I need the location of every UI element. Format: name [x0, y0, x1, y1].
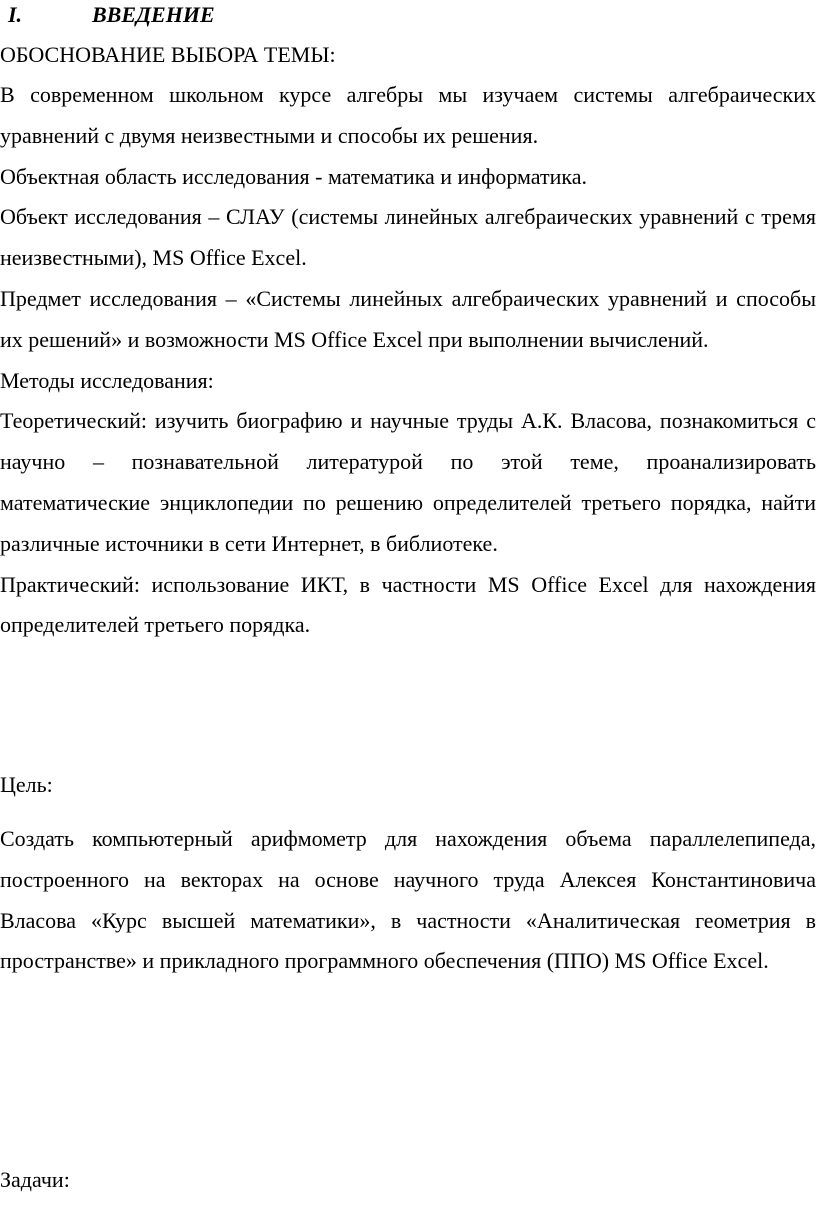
paragraph-practical: Практический: использование ИКТ, в частности MS Office Excel для нахождения определителей третьего порядка. [0, 571, 816, 638]
paragraph-subject: Предмет исследования – «Системы линейных алгебраических уравнений и способы их решений» и возможности MS Office Excel при выполнении вычислений. [0, 285, 816, 352]
goal-label: Цель: [0, 772, 53, 797]
section-number: I. [8, 2, 23, 27]
paragraph-theoretical: Теоретический: изучить биографию и научные труды А.К. Власова, познакомиться с научно – познавательной литературой по этой теме, проанализировать математические энциклопедии по решению определителей третьего порядка, найти различные источники в сети Интернет, в библиотеке. [0, 408, 816, 556]
section-title: ВВЕДЕНИЕ [92, 2, 215, 27]
subtitle: ОБОСНОВАНИЕ ВЫБОРА ТЕМЫ: [0, 42, 336, 67]
intro-block [0, 75, 816, 646]
tasks-label: Задачи: [0, 1167, 70, 1192]
paragraph-object: Объект исследования – СЛАУ (системы линейных алгебраических уравнений с тремя неизвестными), MS Office Excel. [0, 204, 816, 271]
section-heading [8, 0, 215, 30]
goal-text: Создать компьютерный арифмометр для нахождения объема параллелепипеда, построенного на векторах на основе научного труда Алексея Константиновича Власова «Курс высшей математики», в частности «Аналитическая геометрия в пространстве» и прикладного программного обеспечения (ППО) MS Office Excel. [0, 826, 816, 974]
paragraph-methods-label: Методы исследования: [0, 367, 214, 393]
paragraph-object-area: Объектная область исследования - математика и информатика. [0, 163, 587, 189]
paragraph-intro: В современном школьном курсе алгебры мы изучаем системы алгебраических уравнений с двумя неизвестными и способы их решения. [0, 82, 816, 148]
